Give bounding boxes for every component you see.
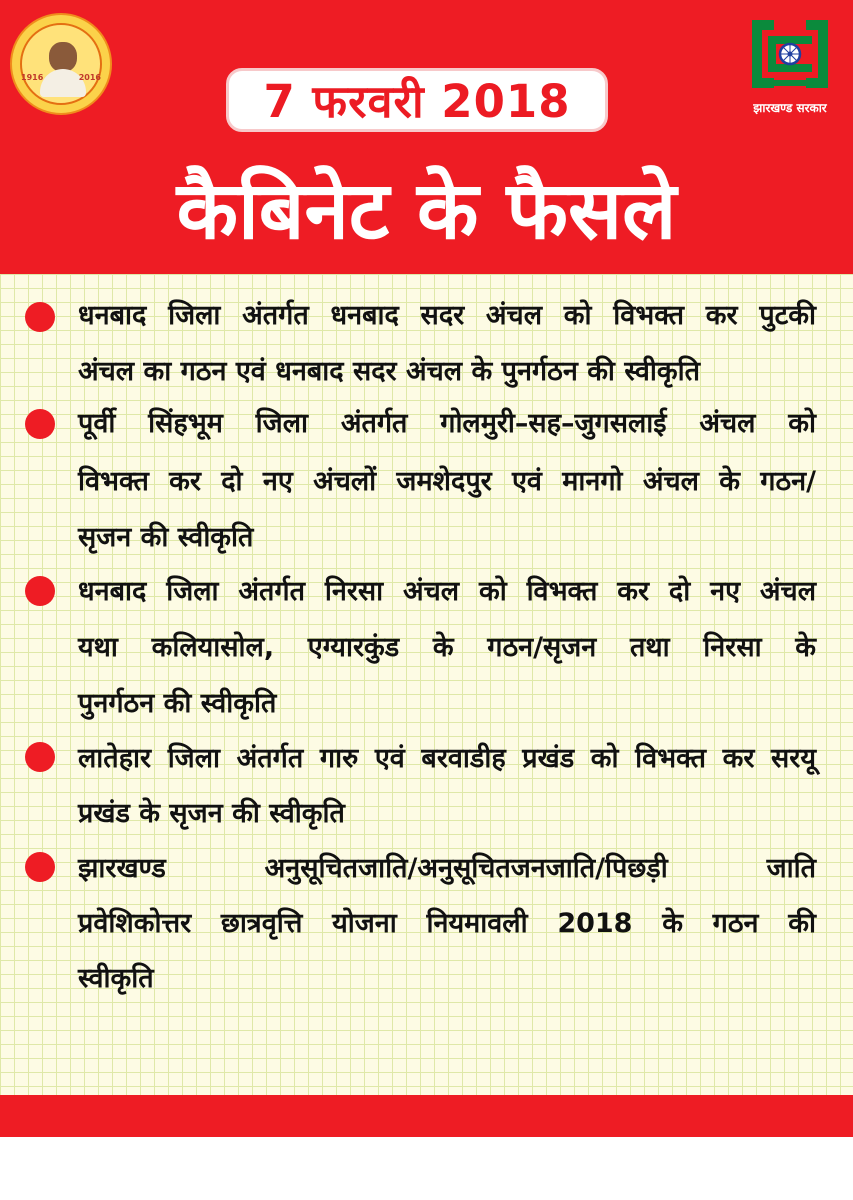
bullet-icon (25, 742, 55, 772)
decision-line: धनबाद जिला अंतर्गत निरसा अंचल को विभक्त कर दो नए अंचल (78, 576, 816, 607)
decision-line: पूर्वी सिंहभूम जिला अंतर्गत गोलमुरी–सह–जुगसलाई अंचल को (78, 408, 816, 439)
decision-line: लातेहार जिला अंतर्गत गारु एवं बरवाडीह प्रखंड को विभक्त कर सरयू (78, 743, 816, 774)
logo-year-end: 2016 (78, 73, 101, 82)
portrait-head (49, 42, 77, 72)
bullet-icon (25, 852, 55, 882)
bullet-icon (25, 409, 55, 439)
emblem-caption: झारखण्ड सरकार (753, 101, 827, 115)
decision-line: अंचल का गठन एवं धनबाद सदर अंचल के पुनर्गठन की स्वीकृति (78, 356, 700, 387)
decision-line: प्रवेशिकोत्तर छात्रवृत्ति योजना नियमावली 2018 के गठन की (78, 908, 816, 939)
bullet-icon (25, 576, 55, 606)
logo-year-start: 1916 (21, 73, 44, 82)
page-title: कैबिनेट के फैसले (176, 163, 677, 257)
decision-line: स्वीकृति (78, 963, 154, 994)
header-banner (0, 0, 853, 274)
decision-line: विभक्त कर दो नए अंचलों जमशेदपुर एवं मानगो अंचल के गठन/ (78, 466, 816, 497)
decision-line: पुनर्गठन की स्वीकृति (78, 688, 277, 719)
deendayal-centenary-logo (10, 13, 112, 115)
decision-line: सृजन की स्वीकृति (78, 522, 254, 553)
date-badge: 7 फरवरी 2018 (226, 68, 608, 132)
jharkhand-emblem-icon (748, 14, 832, 94)
decision-line: धनबाद जिला अंतर्गत धनबाद सदर अंचल को विभक्त कर पुटकी (78, 300, 816, 331)
decision-line: प्रखंड के सृजन की स्वीकृति (78, 798, 345, 829)
bullet-icon (25, 302, 55, 332)
decision-line: यथा कलियासोल, एग्यारकुंड के गठन/सृजन तथा निरसा के (78, 632, 816, 663)
decision-line: झारखण्ड अनुसूचितजाति/अनुसूचितजनजाति/पिछड़ी जाति (78, 853, 816, 884)
footer-band (0, 1095, 853, 1137)
